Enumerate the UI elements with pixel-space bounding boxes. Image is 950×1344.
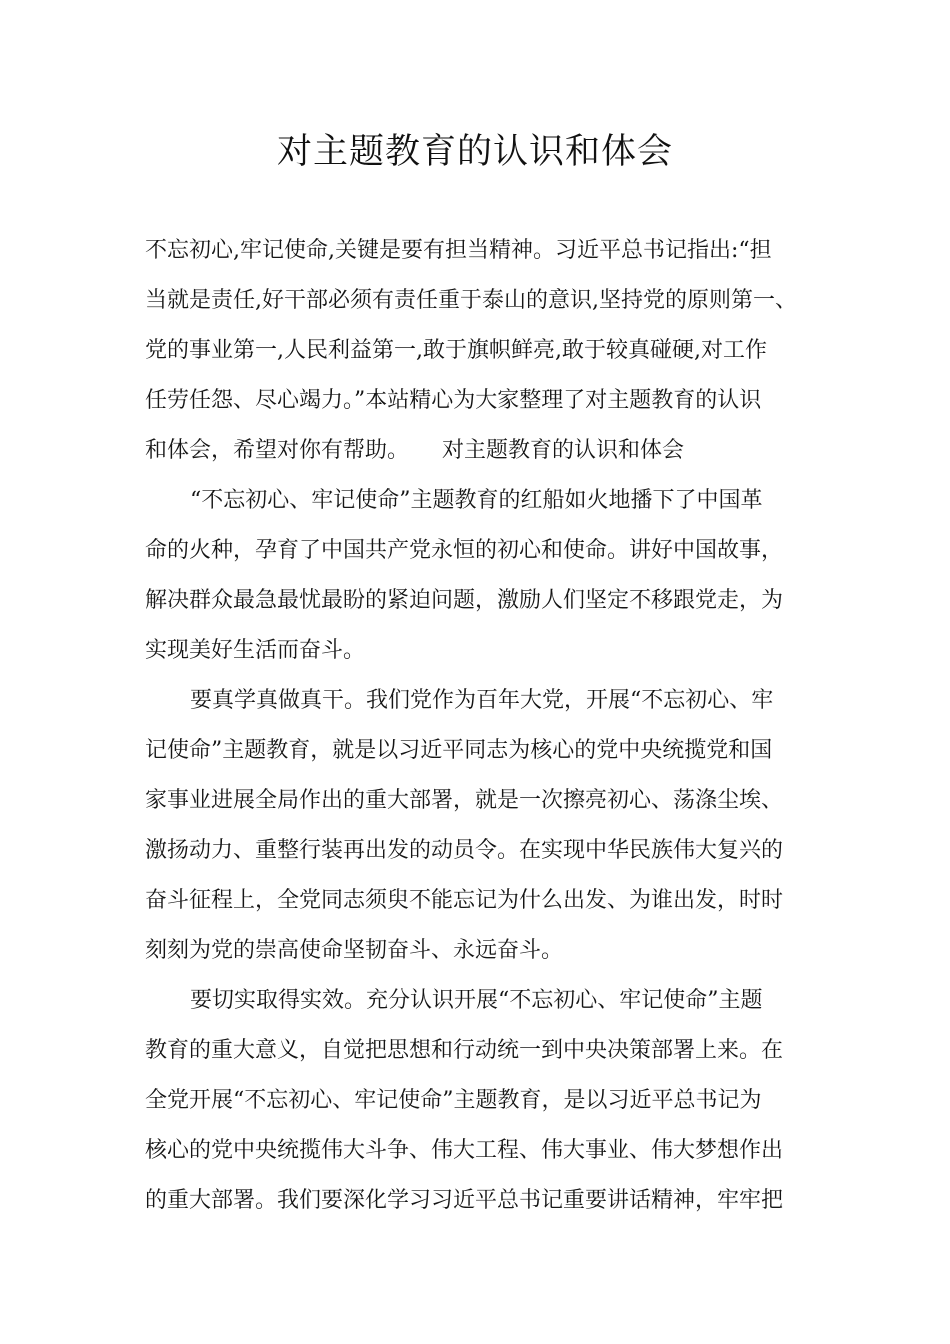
body-line: 要真学真做真干。我们党作为百年大党，开展“不忘初心、牢 — [168, 688, 774, 713]
body-line: 激扬动力、重整行装再出发的动员令。在实现中华民族伟大复兴的 — [145, 838, 784, 863]
body-line: 解决群众最急最忧最盼的紧迫问题，激励人们坚定不移跟党走，为 — [145, 588, 784, 613]
body-line: 记使命”主题教育，就是以习近平同志为核心的党中央统揽党和国 — [145, 738, 773, 763]
body-line: 奋斗征程上，全党同志须臾不能忘记为什么出发、为谁出发，时时 — [145, 888, 784, 913]
body-line: 家事业进展全局作出的重大部署，就是一次擦亮初心、荡涤尘埃、 — [145, 788, 784, 813]
body-line: 核心的党中央统揽伟大斗争、伟大工程、伟大事业、伟大梦想作出 — [145, 1138, 784, 1163]
body-line: 刻刻为党的崇高使命坚韧奋斗、永远奋斗。 — [145, 938, 564, 963]
body-line: 命的火种，孕育了中国共产党永恒的初心和使命。讲好中国故事， — [145, 538, 784, 563]
document-title: 对主题教育的认识和体会 — [276, 132, 673, 172]
body-line: 和体会，希望对你有帮助。 对主题教育的认识和体会 — [145, 438, 685, 463]
body-line: 全党开展“不忘初心、牢记使命”主题教育，是以习近平总书记为 — [145, 1088, 762, 1113]
body-line: 不忘初心,牢记使命,关键是要有担当精神。习近平总书记指出:“担 — [145, 238, 772, 263]
body-line: 当就是责任,好干部必须有责任重于泰山的意识,坚持党的原则第一、 — [145, 288, 797, 313]
body-line: 教育的重大意义，自觉把思想和行动统一到中央决策部署上来。在 — [145, 1038, 784, 1063]
body-line: 任劳任怨、尽心竭力。”本站精心为大家整理了对主题教育的认识 — [145, 388, 762, 413]
body-line: 要切实取得实效。充分认识开展“不忘初心、牢记使命”主题 — [168, 988, 763, 1013]
body-line: “不忘初心、牢记使命”主题教育的红船如火地播下了中国革 — [168, 488, 763, 513]
body-line: 实现美好生活而奋斗。 — [145, 638, 366, 663]
body-line: 党的事业第一,人民利益第一,敢于旗帜鲜亮,敢于较真碰硬,对工作 — [145, 338, 767, 363]
body-line: 的重大部署。我们要深化学习习近平总书记重要讲话精神，牢牢把 — [145, 1188, 784, 1213]
